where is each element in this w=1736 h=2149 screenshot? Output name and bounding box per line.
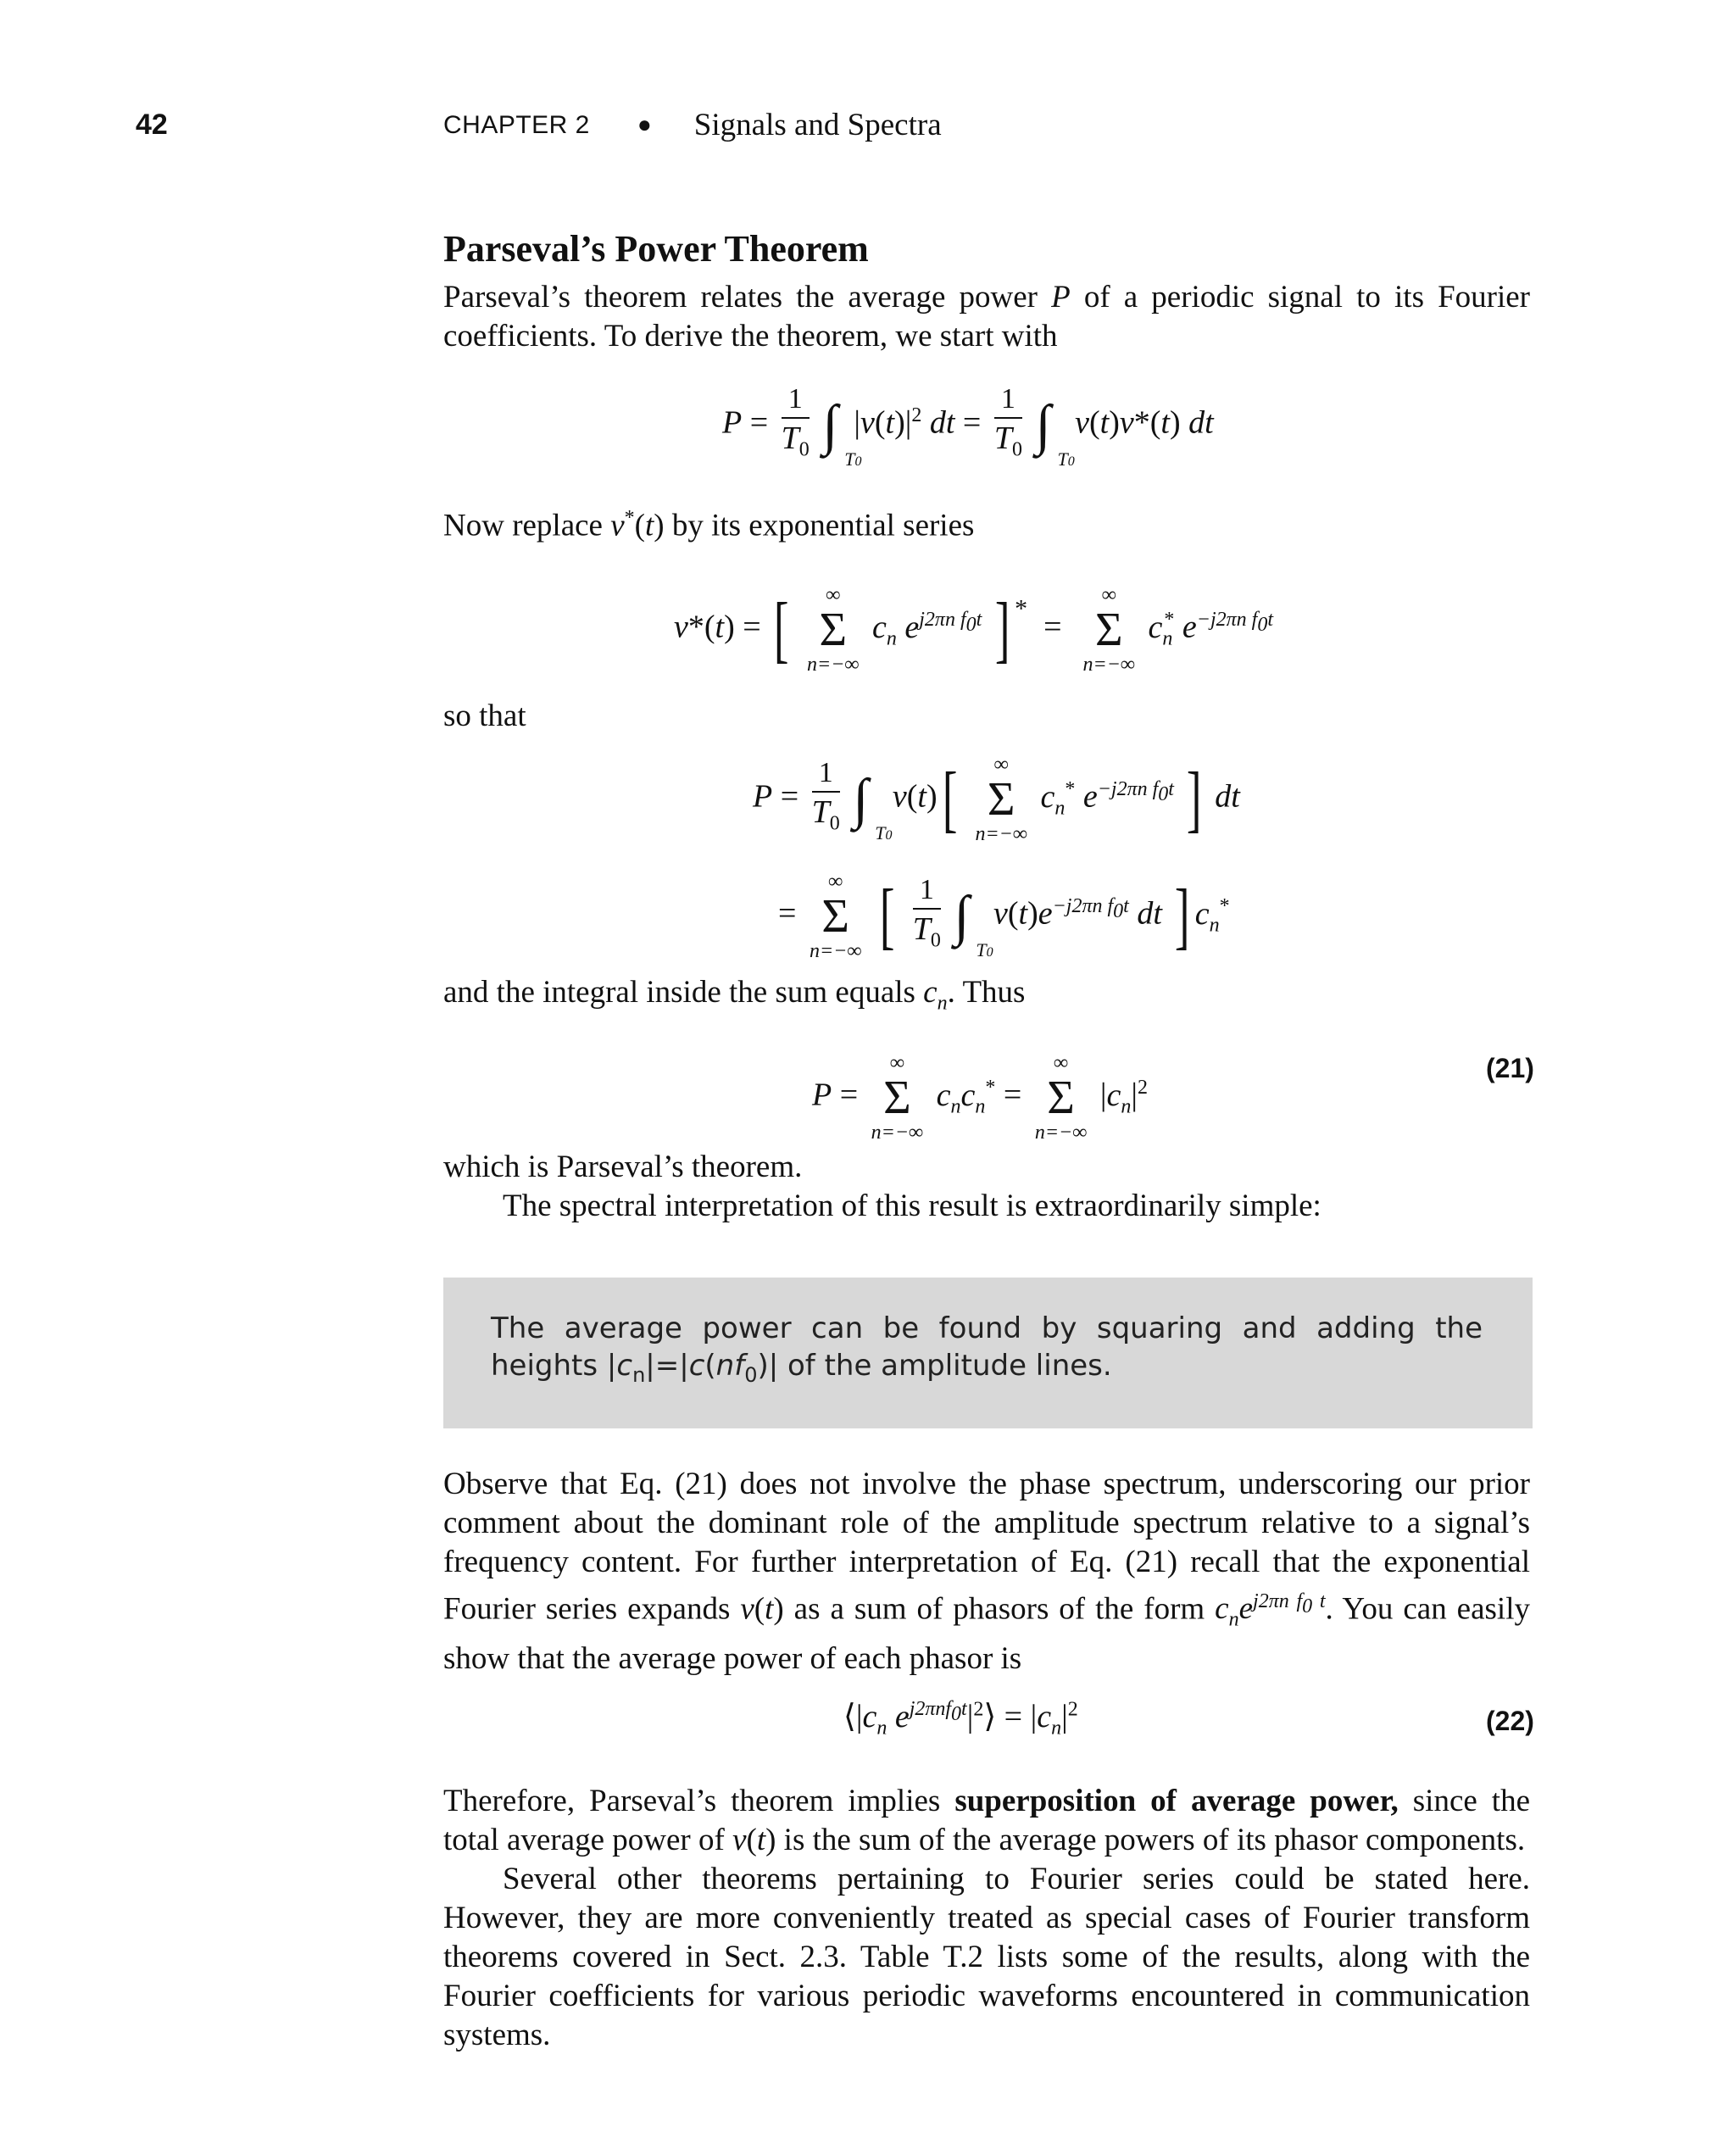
paragraph-therefore: Therefore, Parseval’s theorem implies superposition of average power, since the total average power of v(t) is the sum of the average powers of its phasor components. <box>443 1784 1531 1857</box>
paragraph-observe: Observe that Eq. (21) does not involve the phase spectrum, underscoring our prior comment about the dominant role of the amplitude spectrum relative to a signal’s frequency content. For further interpretation of Eq. (21) recall that the exponential Fourier series expands v(t) as a sum of phasors of the form $c_ne^{j2\pi n f_0 t}$. You can easily show that the average power of each phasor is <box>443 1467 1530 1676</box>
paragraph-several: Several other theorems pertaining to Fourier series could be stated here. However, they are more conveniently treated as special cases of Fourier transform theorems covered in Sect. 2.3. Table T.2 lists some of the results, along with the Fourier coefficients for various periodic waveforms encountered in communication systems. <box>443 1862 1530 2052</box>
equation-power-substituted: P = $\frac{1}{T_0}$ ∫ T0 v(t)[ ∞ Σ n=−∞ $c_n^*$ $e^{-j2\pi n f_0t}$ ] dt <box>753 754 1240 845</box>
running-header <box>443 107 942 143</box>
text-replace: Now replace v*(t) by its exponential series <box>443 507 975 543</box>
page-number: 42 <box>136 109 168 141</box>
section-heading: Parseval’s Power Theorem <box>443 228 869 270</box>
bullet-icon: ● <box>637 111 652 138</box>
text-spectral: The spectral interpretation of this result is extraordinarily simple: <box>503 1189 1321 1223</box>
equation-21: P = ∞ Σ n=−∞ $c_nc_n^*$ = ∞ Σ n=−∞ $|c_n|^2$ <box>812 1052 1148 1144</box>
equation-22: $⟨|c_n$ $e^{j2\pi nf_0t}|^2⟩ = |c_n|^2$ <box>843 1698 1078 1740</box>
highlight-box <box>443 1278 1533 1428</box>
equation-number-21: (21) <box>1486 1053 1534 1083</box>
text-which: which is Parseval’s theorem. <box>443 1150 803 1184</box>
chapter-label: CHAPTER 2 <box>443 110 590 139</box>
equation-power-rearranged: = ∞ Σ n=−∞ [ $\frac{1}{T_0}$ ∫ T0 $v(t)e^{-j2\pi n f_0t}$ dt ] $c_n^*$ <box>778 871 1230 962</box>
text-so-that: so that <box>443 699 526 733</box>
highlight-box-text: The average power can be found by squaring and adding the heights $|c_n|=|c(nf_0)|$ of the amplitude lines. <box>491 1311 1483 1387</box>
equation-conjugate-series: v*(t) = [ ∞ Σ n=−∞ $c_n$ $e^{j2\pi n f_0t}$ ] * = ∞ Σ n=−∞ $c_n^*$ $e^{-j2\pi n f_0t}$ <box>674 584 1274 676</box>
equation-number-22: (22) <box>1486 1706 1534 1736</box>
text-integral: and the integral inside the sum equals $c_n$. Thus <box>443 975 1026 1015</box>
equation-power-definition: P = $\frac{1}{T_0}$ ∫ T0 $|v(t)|^2$ dt = $\frac{1}{T_0}$ ∫ T0 v(t)v*(t) dt <box>722 383 1214 470</box>
intro-paragraph: Parseval’s theorem relates the average power P of a periodic signal to its Fourier coefficients. To derive the theorem, we start with <box>443 280 1530 354</box>
chapter-title: Signals and Spectra <box>693 108 942 142</box>
